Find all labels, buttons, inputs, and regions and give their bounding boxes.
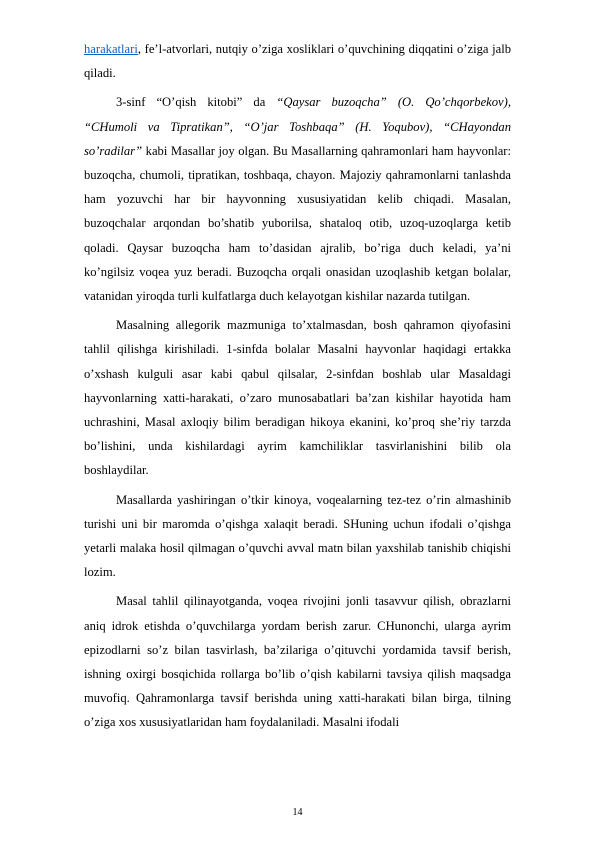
paragraph-tahlil: Masal tahlil qilinayotganda, voqea rivojini jonli tasavvur qilish, obrazlarni aniq idrok etishda o’quvchilarga yordam berish zarur. CHunonchi, ularga ayrim epizodlarni so’z bilan tasvirlash, ba’zilariga o’qituvchi yordamida tavsif berish, ishning oxirgi bosqichida rollarga bo’lib o’qish kabilarni tavsiya qilish maqsadga muvofiq. Qahramonlarga tavsif berishda uning xatti-harakati bilan birga, tilning o’ziga xos xususiyatlaridan ham foydalaniladi. Masalni ifodali <box>84 594 511 730</box>
paragraph-3-sinf <box>84 90 511 308</box>
paragraph-text: 3-sinf “O’qish kitobi” da <box>116 95 266 110</box>
paragraph-text: , fe’l-atvorlari, nutqiy o’ziga xosliklari o’quvchining diqqatini o’ziga jalb qiladi. <box>84 42 511 81</box>
harakatlari-link[interactable]: harakatlari <box>84 42 138 56</box>
document-body <box>84 37 511 735</box>
paragraph-kinoya: Masallarda yashiringan o’tkir kinoya, voqealarning tez-tez o’rin almashinib turishi uni bir maromda o’qishga xalaqit beradi. SHuning uchun ifodali o’qishga yetarli malaka hosil qilmagan o’quvchi avval matn bilan yaxshilab tanishib chiqishi lozim. <box>84 492 511 580</box>
italic-titles: “Qaysar buzoqcha” (O. Qo’chqorbekov), “CHumoli va Tipratikan”, “O’jar Toshbaqa” (H. Yoqubov), “CHayondan so’radilar” <box>84 95 511 158</box>
paragraph-continuation <box>84 37 511 85</box>
page-number: 14 <box>292 807 303 818</box>
paragraph-allegorik: Masalning allegorik mazmuniga to’xtalmasdan, bosh qahramon qiyofasini tahlil qilishga kirishiladi. 1-sinfda bolalar Masalni hayvonlar haqidagi ertakka o’xshash kulguli asar kabi qabul qilsalar, 2-sinfdan boshlab ular Masaldagi hayvonlarning xatti-harakati, o’zaro munosabatlari ba’zan kishilar hayotida ham uchrashini, Masal axloqiy bilim beradigan hikoya ekanini, ko’proq she’riy tarzda bo’lishini, unda kishilardagi ayrim kamchiliklar tasvirlanishini bilib ola boshlaydilar. <box>84 318 511 478</box>
paragraph-text: kabi Masallar joy olgan. Bu Masallarning qahramonlari ham hayvonlar: buzoqcha, chumoli, tipratikan, toshbaqa, chayon. Majoziy qahramonlarni tanlashda ham yozuvchi har bir hayvonning xususiyatidan kelib chiqadi. Masalan, buzoqchalar arqondan bo’shatib yuborilsa, shataloq otib, uzoq-uzoqlarga ketib qoladi. Qaysar buzoqcha ham to’dasidan ajralib, bo’riga duch keladi, ya’ni ko’ngilsiz voqea yuz beradi. Buzoqcha orqali onasidan uzoqlashib ketgan bolalar, vatanidan yiroqda turli kulfatlarga duch kelayotgan kishilar nazarda tutilgan. <box>84 143 511 304</box>
